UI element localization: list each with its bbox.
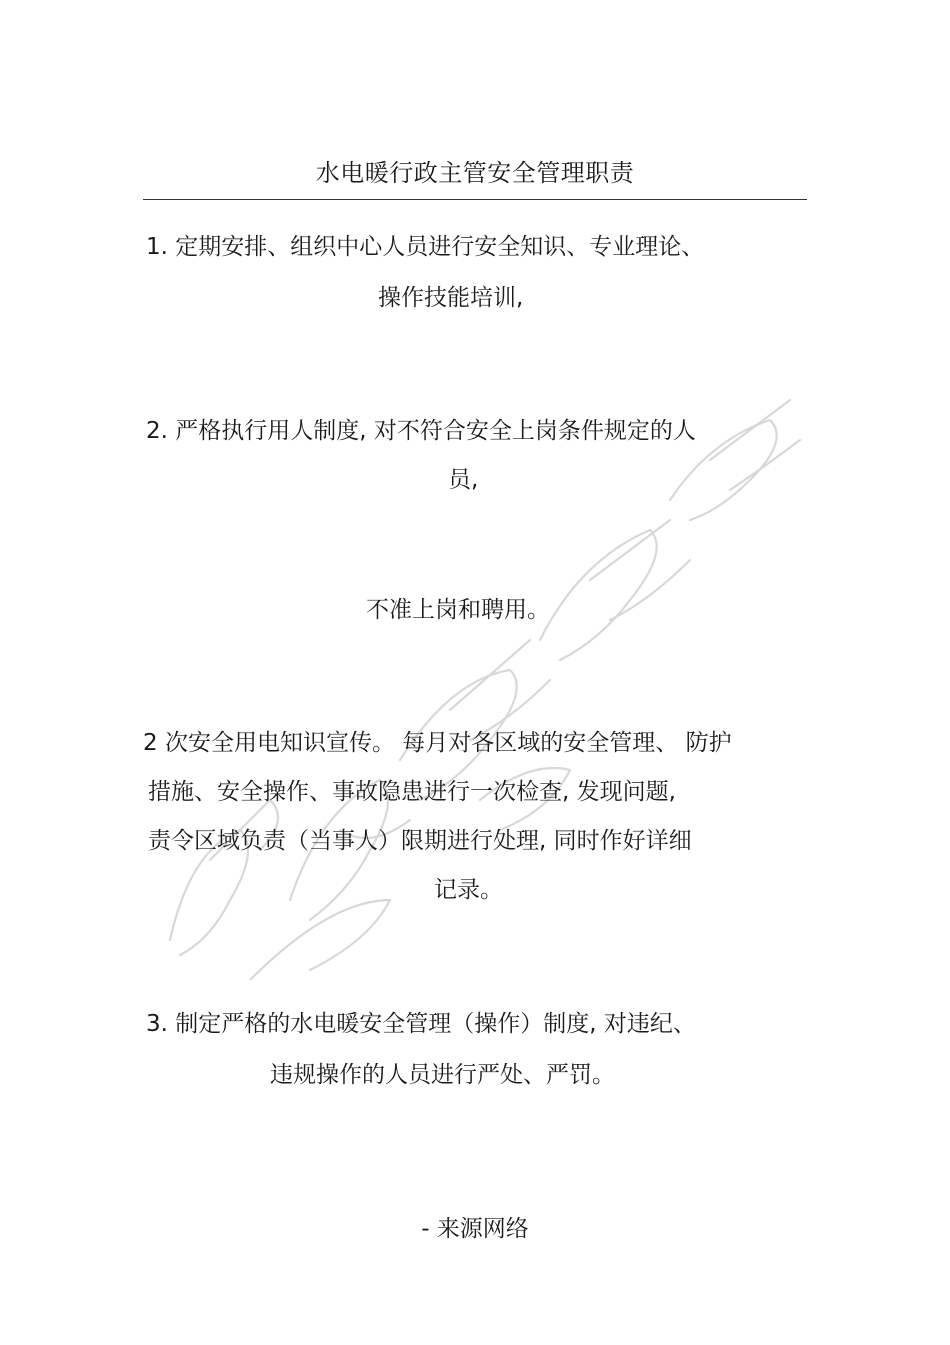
item-4-line-2: 违规操作的人员进行严处、严罚。 — [270, 1062, 615, 1088]
item-1-line-1: 1. 定期安排、组织中心人员进行安全知识、专业理论、 — [146, 234, 705, 260]
item-1-line-2: 操作技能培训, — [378, 285, 524, 311]
item-3-line-1: 2 次安全用电知识宣传。 每月对各区域的安全管理、 防护 — [143, 730, 732, 756]
item-3-line-2: 措施、安全操作、事故隐患进行一次检查, 发现问题, — [148, 779, 676, 805]
document-title: 水电暖行政主管安全管理职责 — [315, 159, 635, 187]
item-2-line-2: 员, — [448, 467, 479, 493]
item-4-line-1: 3. 制定严格的水电暖安全管理（操作）制度, 对违纪、 — [146, 1011, 696, 1037]
item-2-line-1: 2. 严格执行用人制度, 对不符合安全上岗条件规定的人 — [146, 418, 696, 444]
item-3-line-4: 记录。 — [434, 877, 503, 903]
item-3-line-3: 责令区域负责（当事人）限期进行处理, 同时作好详细 — [148, 828, 692, 854]
source-footer: - 来源网络 — [421, 1216, 529, 1242]
item-2-line-3: 不准上岗和聘用。 — [366, 597, 550, 623]
title-underline — [143, 199, 807, 200]
